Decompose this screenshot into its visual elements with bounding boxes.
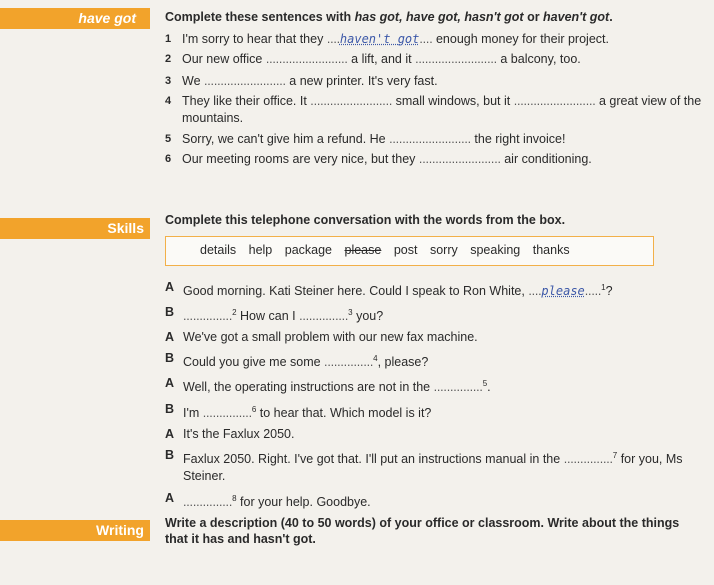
speaker-label: A bbox=[165, 280, 175, 294]
dialog-text: I'm bbox=[183, 405, 203, 420]
speaker-label: A bbox=[165, 376, 175, 391]
handwritten-answer: please bbox=[541, 284, 585, 299]
sentence-text: small windows, but it bbox=[392, 94, 514, 108]
answer-blank[interactable]: .... bbox=[326, 32, 340, 46]
answer-blank[interactable]: ............... bbox=[183, 309, 233, 324]
item-number: 6 bbox=[165, 153, 172, 165]
answer-blank[interactable]: ......................... bbox=[310, 94, 393, 108]
blank-number: 8 bbox=[232, 493, 237, 503]
speaker-label: B bbox=[165, 401, 175, 416]
answer-blank[interactable]: ......................... bbox=[418, 152, 501, 166]
dialog-text: Faxlux 2050. Right. I've got that. I'll put an instructions manual in the bbox=[183, 451, 564, 466]
answer-blank-tail: .... bbox=[419, 32, 433, 46]
section-tab-have-got: have got bbox=[0, 8, 150, 29]
word-box-item: help bbox=[248, 243, 273, 257]
dialog-text: We've got a small problem with our new fax machine. bbox=[183, 330, 478, 345]
speaker-label: B bbox=[165, 447, 175, 462]
dialog-text: you? bbox=[352, 309, 384, 324]
blank-number: 1 bbox=[601, 283, 606, 292]
item-number: 2 bbox=[165, 53, 172, 65]
dialog-line bbox=[165, 374, 705, 397]
heading-text: Complete these sentences with bbox=[165, 10, 355, 24]
word-box bbox=[165, 236, 654, 266]
dialog-line bbox=[165, 328, 705, 347]
dialog-text: Well, the operating instructions are not in the bbox=[183, 380, 434, 395]
sentence-item bbox=[165, 129, 705, 149]
sentence-text: the right invoice! bbox=[470, 132, 566, 146]
answer-blank[interactable]: ............... bbox=[563, 451, 613, 466]
heading-forms: has got, have got, hasn't got bbox=[354, 10, 524, 24]
word-box-item: post bbox=[393, 243, 418, 257]
writing-instructions: Write a description (40 to 50 words) of your office or classroom. Write about the things that it has and hasn't got. bbox=[165, 516, 680, 546]
sentence-text: air conditioning. bbox=[500, 152, 592, 166]
skills-exercise bbox=[165, 212, 705, 512]
word-box-item-used: please bbox=[344, 243, 382, 257]
item-number: 4 bbox=[165, 95, 172, 107]
dialog-text: for your help. Goodbye. bbox=[236, 495, 371, 510]
dialog-text: It's the Faxlux 2050. bbox=[183, 426, 295, 441]
speaker-label: B bbox=[165, 305, 175, 320]
dialog-line bbox=[165, 400, 705, 423]
sentence-item bbox=[165, 93, 705, 127]
sentence-text: Our new office bbox=[182, 52, 266, 66]
dialog-line bbox=[165, 278, 705, 301]
answer-blank[interactable]: ......................... bbox=[204, 74, 286, 88]
dialog-text: Could you give me some bbox=[183, 355, 325, 370]
dialog-line bbox=[165, 489, 705, 512]
writing-exercise bbox=[165, 515, 685, 547]
skills-instructions: Complete this telephone conversation with the words from the box. bbox=[165, 213, 566, 227]
speaker-label: A bbox=[165, 426, 175, 441]
word-box-item: speaking bbox=[470, 243, 521, 257]
answer-blank[interactable]: ......................... bbox=[415, 52, 497, 66]
word-box-item: package bbox=[284, 243, 333, 257]
sentence-item bbox=[165, 149, 705, 169]
item-number: 1 bbox=[165, 33, 172, 45]
blank-number: 4 bbox=[373, 354, 378, 364]
answer-blank[interactable]: ............... bbox=[299, 309, 349, 324]
blank-number: 2 bbox=[232, 308, 237, 318]
answer-blank[interactable]: ............... bbox=[433, 380, 483, 395]
answer-blank[interactable]: ......................... bbox=[389, 132, 471, 146]
blank-number: 7 bbox=[612, 450, 618, 460]
answer-blank[interactable]: ......................... bbox=[265, 52, 348, 66]
word-box-item: sorry bbox=[429, 243, 458, 257]
blank-number: 3 bbox=[348, 308, 353, 318]
dialog-text: How can I bbox=[236, 309, 300, 324]
sentence-text: We bbox=[182, 74, 204, 88]
dialog-text: . bbox=[487, 380, 491, 395]
dialog-line bbox=[165, 447, 705, 485]
dialog-text: for you, Ms Steiner. bbox=[183, 451, 683, 483]
answer-blank[interactable]: ......................... bbox=[513, 94, 596, 108]
sentence-item bbox=[165, 29, 705, 49]
answer-blank[interactable]: .... bbox=[528, 284, 542, 299]
sentence-item bbox=[165, 71, 705, 91]
sentence-text: Sorry, we can't give him a refund. He bbox=[182, 132, 390, 146]
dialog-line bbox=[165, 425, 705, 444]
sentence-text: enough money for their project. bbox=[432, 32, 609, 46]
dialog-line bbox=[165, 349, 705, 372]
word-box-item: thanks bbox=[532, 243, 570, 257]
dialog-line bbox=[165, 303, 705, 326]
dialog-text: ? bbox=[605, 284, 613, 299]
sentence-text: Our meeting rooms are very nice, but they bbox=[182, 152, 419, 166]
speaker-label: B bbox=[165, 351, 175, 366]
sentence-item bbox=[165, 51, 705, 68]
heading-last-form: haven't got bbox=[543, 10, 610, 24]
sentence-text: a lift, and it bbox=[347, 52, 416, 66]
section-tab-skills: Skills bbox=[0, 218, 150, 239]
answer-blank[interactable]: ............... bbox=[324, 355, 374, 370]
blank-number: 5 bbox=[482, 379, 488, 389]
telephone-conversation bbox=[165, 278, 705, 512]
speaker-label: A bbox=[165, 490, 175, 505]
sentence-text: a new printer. It's very fast. bbox=[285, 74, 438, 88]
item-number: 3 bbox=[165, 75, 172, 87]
sentence-text: a great view of the mountains. bbox=[182, 94, 702, 125]
dialog-text: Good morning. Kati Steiner here. Could I speak to Ron White, bbox=[183, 284, 529, 299]
word-box-item: details bbox=[200, 243, 237, 257]
sentence-text: I'm sorry to hear that they bbox=[182, 32, 327, 46]
sentence-text: They like their office. It bbox=[182, 94, 311, 108]
item-number: 5 bbox=[165, 133, 172, 145]
dialog-text: , please? bbox=[377, 355, 429, 370]
answer-blank[interactable]: ............... bbox=[183, 495, 233, 510]
blank-number: 6 bbox=[251, 404, 257, 414]
heading-or: or bbox=[523, 10, 544, 24]
handwritten-answer: haven't got bbox=[339, 32, 420, 46]
have-got-exercise bbox=[165, 9, 705, 169]
sentence-text: a balcony, too. bbox=[496, 52, 581, 66]
answer-blank[interactable]: ............... bbox=[202, 405, 252, 420]
section-tab-writing: Writing bbox=[0, 520, 150, 541]
speaker-label: A bbox=[165, 330, 175, 345]
have-got-instructions bbox=[165, 9, 705, 25]
dialog-text: to hear that. Which model is it? bbox=[256, 405, 432, 420]
heading-end: . bbox=[609, 10, 613, 24]
answer-blank-tail: ..... bbox=[584, 284, 602, 299]
